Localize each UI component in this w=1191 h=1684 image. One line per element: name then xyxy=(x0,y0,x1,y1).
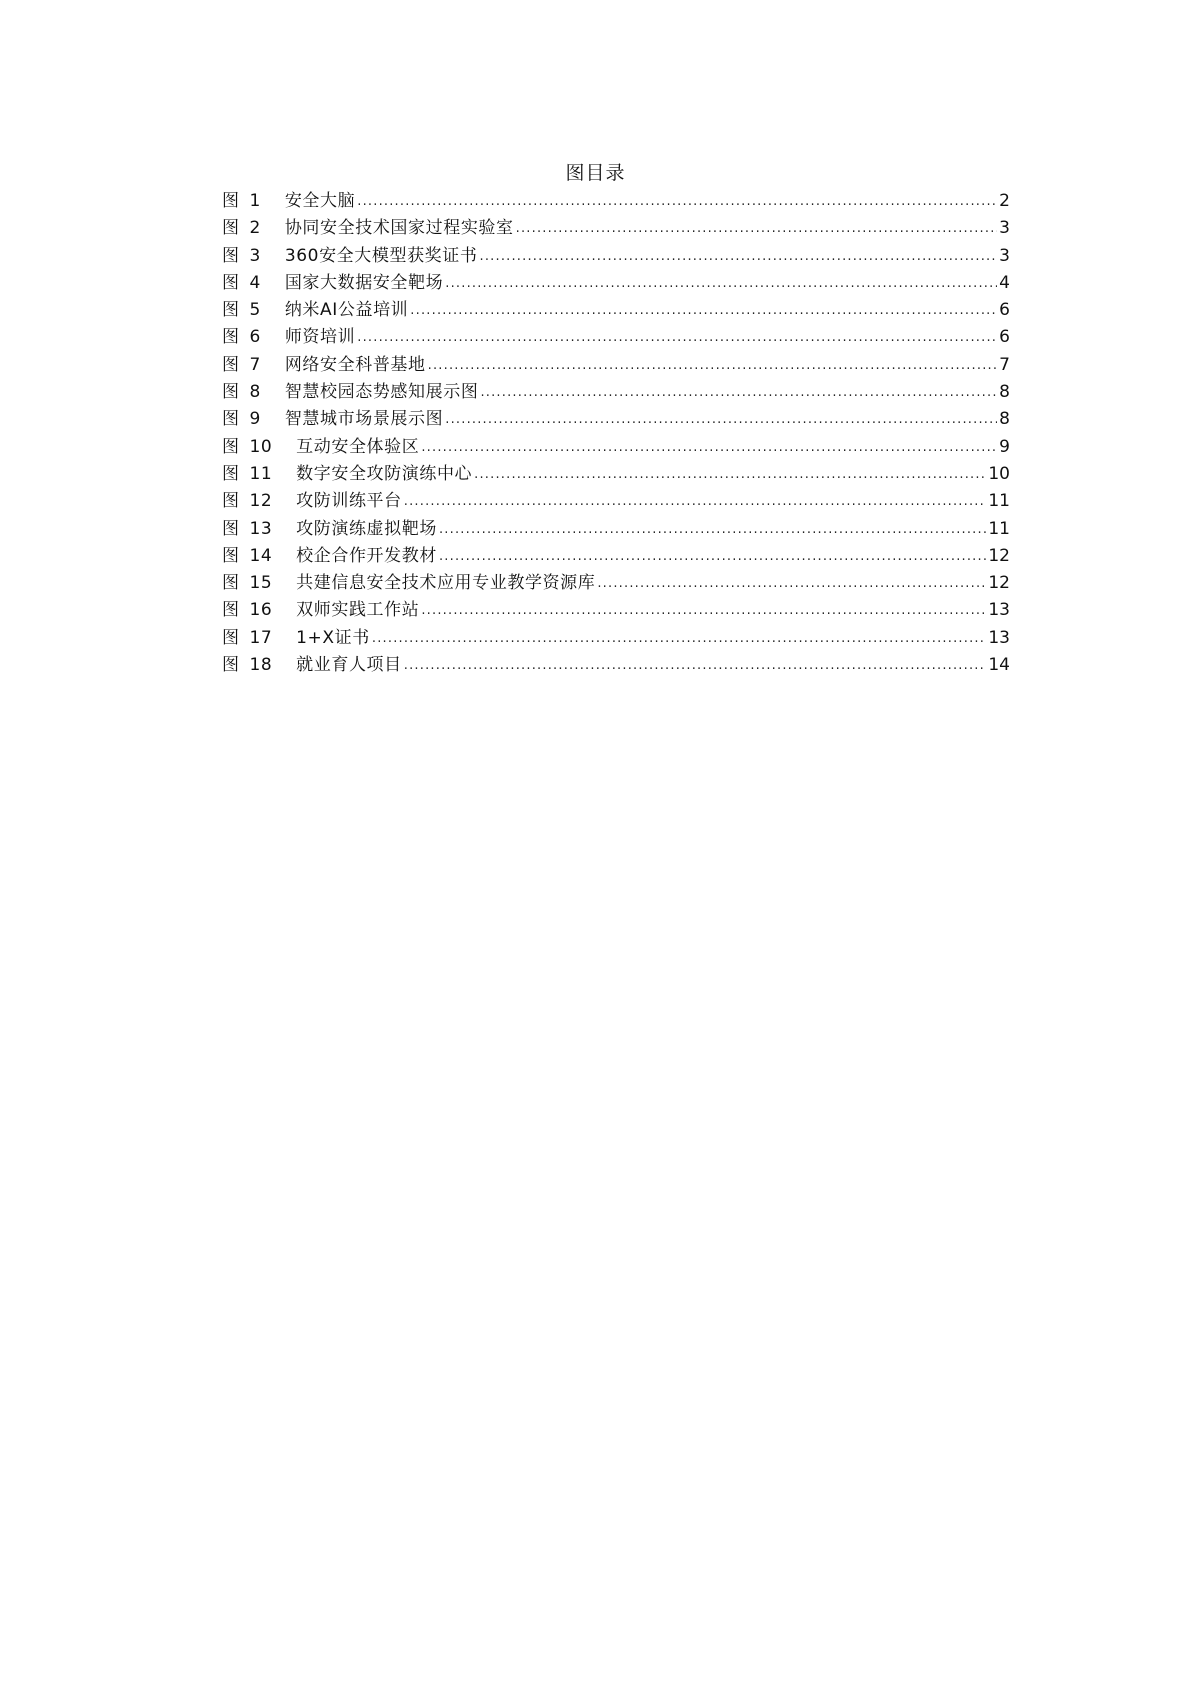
toc-entry[interactable] xyxy=(222,215,1010,242)
entry-label: 1+X证书 xyxy=(296,627,370,648)
toc-entry[interactable] xyxy=(222,434,1010,461)
dot-leader xyxy=(372,625,987,652)
figure-prefix: 图 xyxy=(222,545,240,566)
toc-entry[interactable] xyxy=(222,188,1010,215)
toc-entry[interactable] xyxy=(222,652,1010,679)
dot-leader xyxy=(439,516,986,543)
figure-number xyxy=(222,324,261,351)
figure-index: 13 xyxy=(249,518,273,539)
figure-number xyxy=(222,188,261,215)
entry-label: 智慧城市场景展示图 xyxy=(284,409,444,430)
dot-leader xyxy=(421,597,986,624)
page-number: 8 xyxy=(999,382,1010,403)
figure-index: 9 xyxy=(249,409,261,430)
figure-prefix: 图 xyxy=(222,436,240,457)
toc-entry[interactable] xyxy=(222,543,1010,570)
entry-label: 智慧校园态势感知展示图 xyxy=(284,382,479,403)
entry-label: 就业育人项目 xyxy=(296,655,402,676)
page-number: 3 xyxy=(999,218,1010,239)
figure-number xyxy=(222,516,272,543)
figure-prefix: 图 xyxy=(222,327,240,348)
toc-entry[interactable] xyxy=(222,516,1010,543)
entry-label: 网络安全科普基地 xyxy=(284,354,426,375)
figure-prefix: 图 xyxy=(222,600,240,621)
page-number: 10 xyxy=(988,463,1010,484)
entry-label: 安全大脑 xyxy=(284,191,356,211)
figure-index: 3 xyxy=(249,245,261,266)
figure-prefix: 图 xyxy=(222,573,240,594)
figure-index: 11 xyxy=(249,463,273,484)
page-number: 11 xyxy=(988,491,1010,512)
figure-number xyxy=(222,215,261,242)
figure-prefix: 图 xyxy=(222,300,240,321)
dot-leader xyxy=(410,297,997,324)
figure-prefix: 图 xyxy=(222,354,240,375)
page-number: 4 xyxy=(999,272,1010,293)
figure-index: 18 xyxy=(249,655,273,676)
entry-label: 国家大数据安全靶场 xyxy=(284,272,444,293)
toc-entry[interactable] xyxy=(222,461,1010,488)
entry-label: 双师实践工作站 xyxy=(296,600,420,621)
dot-leader xyxy=(474,461,986,488)
figure-index: 7 xyxy=(249,354,261,375)
page-number: 6 xyxy=(999,327,1010,348)
figure-list xyxy=(222,188,1010,679)
figure-prefix: 图 xyxy=(222,655,240,676)
figure-number xyxy=(222,625,272,652)
page-number: 13 xyxy=(988,627,1010,648)
page-number: 12 xyxy=(988,573,1010,594)
figure-index: 1 xyxy=(249,191,261,211)
toc-entry[interactable] xyxy=(222,625,1010,652)
dot-leader xyxy=(480,379,997,406)
toc-entry[interactable] xyxy=(222,406,1010,433)
figure-prefix: 图 xyxy=(222,518,240,539)
figure-index: 5 xyxy=(249,300,261,321)
figure-prefix: 图 xyxy=(222,272,240,293)
figure-index: 8 xyxy=(249,382,261,403)
toc-title: 图目录 xyxy=(565,162,626,184)
entry-label: 纳米AI公益培训 xyxy=(284,300,409,321)
toc-entry[interactable] xyxy=(222,324,1010,351)
page-number: 2 xyxy=(999,191,1010,211)
toc-entry[interactable] xyxy=(222,570,1010,597)
toc-entry[interactable] xyxy=(222,597,1010,624)
dot-leader xyxy=(357,188,997,215)
page-number: 6 xyxy=(999,300,1010,321)
entry-label: 协同安全技术国家过程实验室 xyxy=(284,218,514,239)
page-number: 8 xyxy=(999,409,1010,430)
figure-index: 12 xyxy=(249,491,273,512)
toc-entry[interactable] xyxy=(222,297,1010,324)
dot-leader xyxy=(516,215,998,242)
figure-prefix: 图 xyxy=(222,627,240,648)
figure-index: 16 xyxy=(249,600,273,621)
dot-leader xyxy=(479,243,997,270)
figure-index: 2 xyxy=(249,218,261,239)
figure-index: 14 xyxy=(249,545,273,566)
dot-leader xyxy=(357,324,997,351)
toc-entry[interactable] xyxy=(222,488,1010,515)
figure-index: 4 xyxy=(249,272,261,293)
figure-number xyxy=(222,652,272,679)
dot-leader xyxy=(421,434,997,461)
figure-index: 17 xyxy=(249,627,273,648)
figure-prefix: 图 xyxy=(222,491,240,512)
figure-prefix: 图 xyxy=(222,191,240,211)
figure-number xyxy=(222,543,272,570)
page-number: 14 xyxy=(988,655,1010,676)
figure-prefix: 图 xyxy=(222,463,240,484)
dot-leader xyxy=(428,352,998,379)
entry-label: 共建信息安全技术应用专业教学资源库 xyxy=(296,573,596,594)
entry-label: 攻防演练虚拟靶场 xyxy=(296,518,437,539)
figure-prefix: 图 xyxy=(222,245,240,266)
figure-index: 6 xyxy=(249,327,261,348)
entry-label: 师资培训 xyxy=(284,327,356,348)
dot-leader xyxy=(445,406,997,433)
page-number: 7 xyxy=(999,354,1010,375)
toc-entry[interactable] xyxy=(222,352,1010,379)
toc-entry[interactable] xyxy=(222,243,1010,270)
toc-entry[interactable] xyxy=(222,379,1010,406)
figure-index: 15 xyxy=(249,573,273,594)
figure-number xyxy=(222,570,272,597)
figure-number xyxy=(222,461,272,488)
figure-number xyxy=(222,379,261,406)
figure-number xyxy=(222,243,261,270)
dot-leader xyxy=(404,652,987,679)
dot-leader xyxy=(404,488,987,515)
entry-label: 校企合作开发教材 xyxy=(296,545,437,566)
figure-number xyxy=(222,297,261,324)
figure-number xyxy=(222,434,272,461)
figure-index: 10 xyxy=(249,436,273,457)
figure-number xyxy=(222,352,261,379)
dot-leader xyxy=(439,543,986,570)
entry-label: 攻防训练平台 xyxy=(296,491,402,512)
page-number: 3 xyxy=(999,245,1010,266)
entry-label: 互动安全体验区 xyxy=(296,436,420,457)
page-number: 11 xyxy=(988,518,1010,539)
figure-prefix: 图 xyxy=(222,382,240,403)
figure-prefix: 图 xyxy=(222,409,240,430)
figure-number xyxy=(222,270,261,297)
dot-leader xyxy=(445,270,997,297)
toc-entry[interactable] xyxy=(222,270,1010,297)
page-number: 13 xyxy=(988,600,1010,621)
entry-label: 数字安全攻防演练中心 xyxy=(296,463,473,484)
figure-prefix: 图 xyxy=(222,218,240,239)
entry-label: 360安全大模型获奖证书 xyxy=(284,245,478,266)
figure-number xyxy=(222,597,272,624)
figure-number xyxy=(222,488,272,515)
page-number: 9 xyxy=(999,436,1010,457)
dot-leader xyxy=(597,570,986,597)
page-number: 12 xyxy=(988,545,1010,566)
figure-number xyxy=(222,406,261,433)
